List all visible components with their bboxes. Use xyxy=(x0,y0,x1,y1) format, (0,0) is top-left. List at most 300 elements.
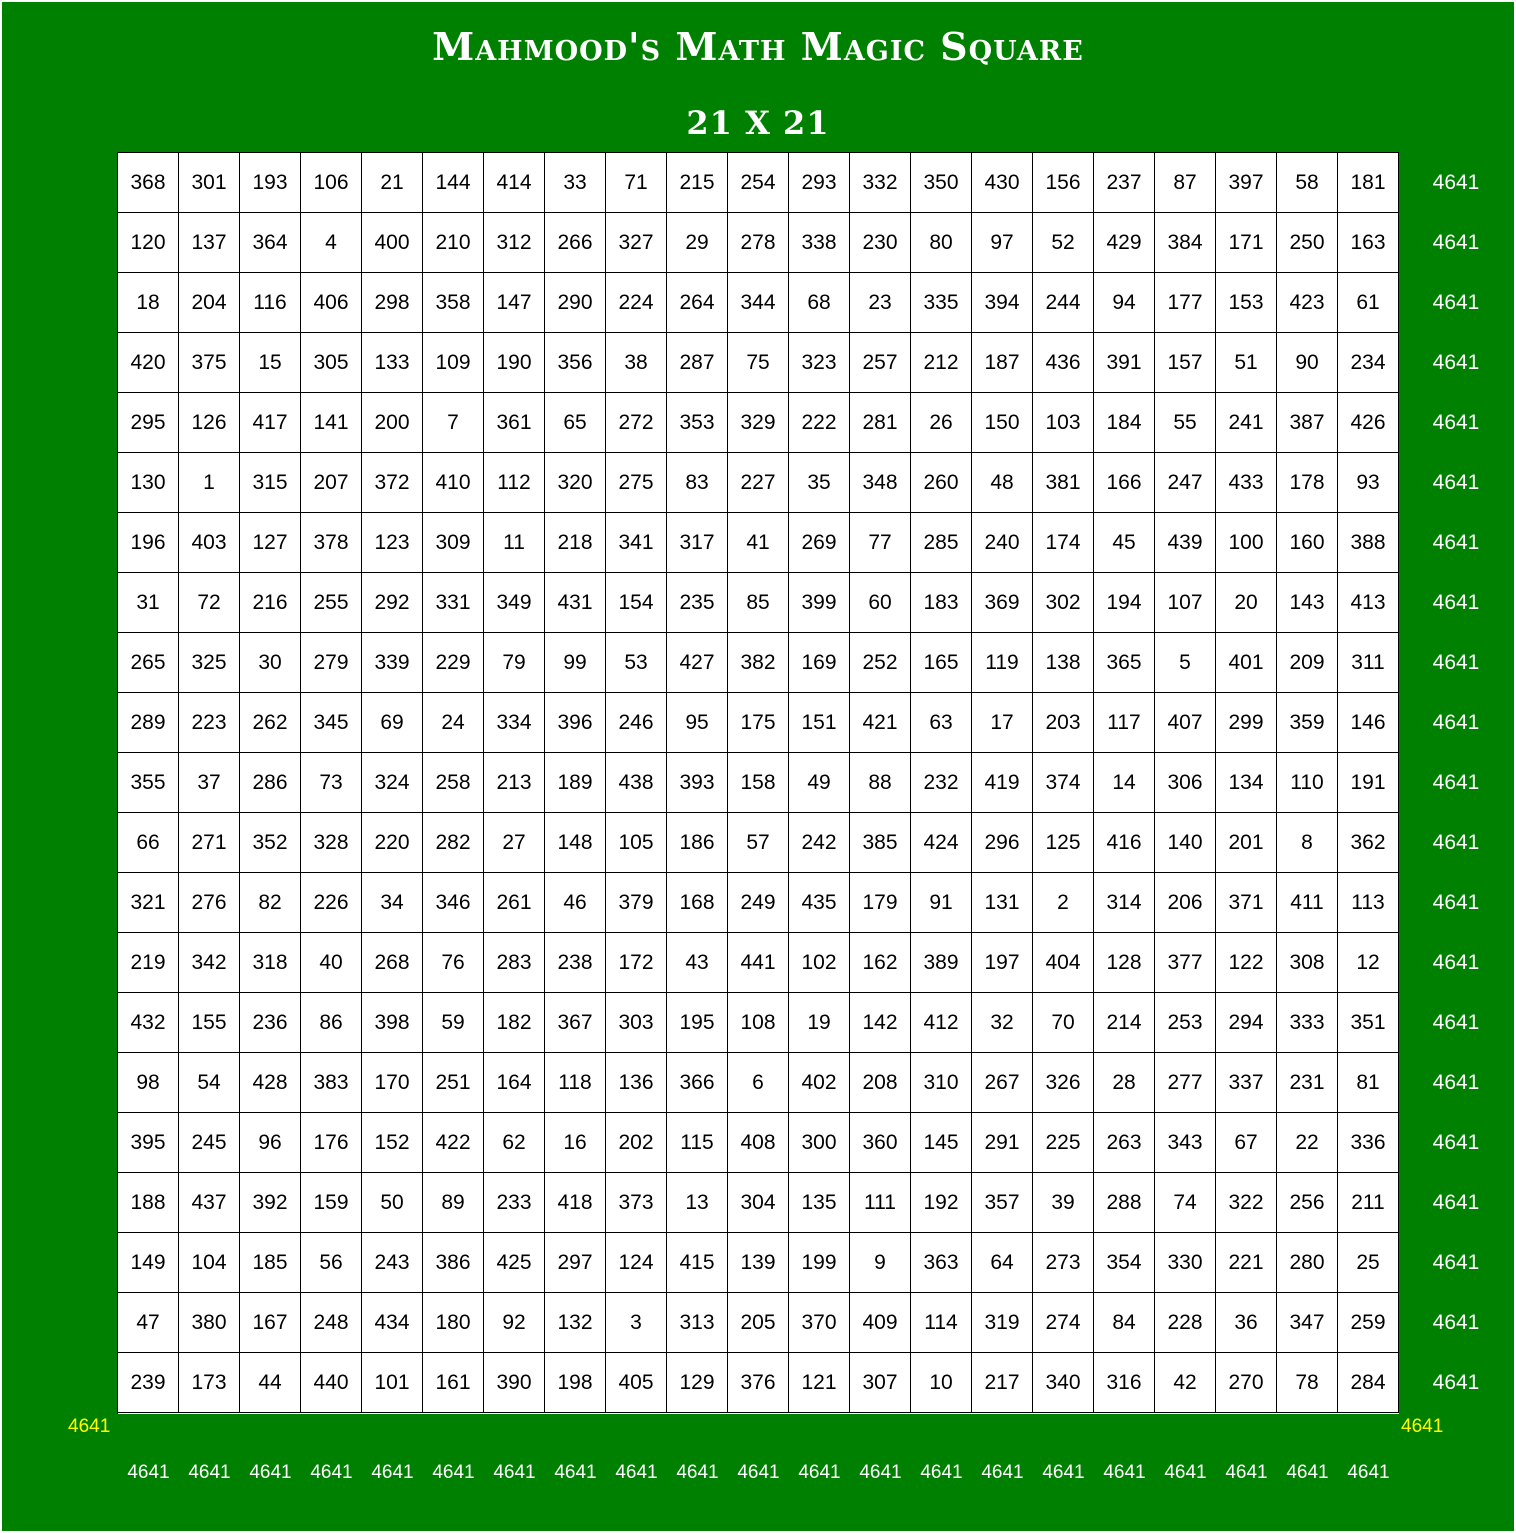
grid-cell: 241 xyxy=(1216,393,1277,453)
grid-cell: 239 xyxy=(118,1353,179,1413)
grid-cell: 94 xyxy=(1094,273,1155,333)
grid-cell: 257 xyxy=(850,333,911,393)
grid-cell: 282 xyxy=(423,813,484,873)
grid-cell: 383 xyxy=(301,1053,362,1113)
grid-cell: 319 xyxy=(972,1293,1033,1353)
grid-cell: 233 xyxy=(484,1173,545,1233)
grid-cell: 128 xyxy=(1094,933,1155,993)
grid-cell: 245 xyxy=(179,1113,240,1173)
grid-cell: 113 xyxy=(1338,873,1399,933)
grid-cell: 292 xyxy=(362,573,423,633)
grid-cell: 217 xyxy=(972,1353,1033,1413)
grid-cell: 130 xyxy=(118,453,179,513)
grid-cell: 135 xyxy=(789,1173,850,1233)
grid-cell: 323 xyxy=(789,333,850,393)
grid-cell: 366 xyxy=(667,1053,728,1113)
grid-cell: 440 xyxy=(301,1353,362,1413)
grid-cell: 253 xyxy=(1155,993,1216,1053)
grid-cell: 348 xyxy=(850,453,911,513)
grid-cell: 358 xyxy=(423,273,484,333)
grid-cell: 126 xyxy=(179,393,240,453)
row-sum: 4641 xyxy=(1432,1251,1480,1274)
grid-cell: 371 xyxy=(1216,873,1277,933)
grid-cell: 151 xyxy=(789,693,850,753)
grid-cell: 423 xyxy=(1277,273,1338,333)
grid-cell: 361 xyxy=(484,393,545,453)
grid-cell: 34 xyxy=(362,873,423,933)
grid-cell: 97 xyxy=(972,213,1033,273)
grid-cell: 194 xyxy=(1094,573,1155,633)
grid-cell: 312 xyxy=(484,213,545,273)
grid-cell: 280 xyxy=(1277,1233,1338,1293)
grid-cell: 185 xyxy=(240,1233,301,1293)
grid-cell: 214 xyxy=(1094,993,1155,1053)
column-sum: 4641 xyxy=(615,1462,658,1483)
column-sum: 4641 xyxy=(493,1462,536,1483)
row-sum: 4641 xyxy=(1432,231,1480,254)
grid-cell: 373 xyxy=(606,1173,667,1233)
grid-cell: 102 xyxy=(789,933,850,993)
grid-cell: 120 xyxy=(118,213,179,273)
grid-cell: 136 xyxy=(606,1053,667,1113)
grid-cell: 54 xyxy=(179,1053,240,1113)
grid-cell: 210 xyxy=(423,213,484,273)
grid-cell: 36 xyxy=(1216,1293,1277,1353)
grid-cell: 296 xyxy=(972,813,1033,873)
grid-cell: 411 xyxy=(1277,873,1338,933)
grid-cell: 266 xyxy=(545,213,606,273)
grid-cell: 431 xyxy=(545,573,606,633)
grid-cell: 184 xyxy=(1094,393,1155,453)
grid-cell: 356 xyxy=(545,333,606,393)
grid-cell: 400 xyxy=(362,213,423,273)
grid-cell: 308 xyxy=(1277,933,1338,993)
grid-cell: 404 xyxy=(1033,933,1094,993)
grid-cell: 4 xyxy=(301,213,362,273)
grid-cell: 162 xyxy=(850,933,911,993)
grid-cell: 195 xyxy=(667,993,728,1053)
column-sum: 4641 xyxy=(249,1462,292,1483)
column-sum: 4641 xyxy=(1286,1462,1329,1483)
grid-cell: 273 xyxy=(1033,1233,1094,1293)
grid-cell: 181 xyxy=(1338,153,1399,213)
grid-cell: 189 xyxy=(545,753,606,813)
grid-cell: 311 xyxy=(1338,633,1399,693)
grid-cell: 375 xyxy=(179,333,240,393)
grid-cell: 318 xyxy=(240,933,301,993)
grid-cell: 335 xyxy=(911,273,972,333)
grid-cell: 23 xyxy=(850,273,911,333)
grid-cell: 286 xyxy=(240,753,301,813)
grid-cell: 112 xyxy=(484,453,545,513)
grid-cell: 317 xyxy=(667,513,728,573)
column-sums-row xyxy=(118,1458,1399,1488)
grid-cell: 201 xyxy=(1216,813,1277,873)
grid-cell: 133 xyxy=(362,333,423,393)
grid-cell: 430 xyxy=(972,153,1033,213)
grid-cell: 425 xyxy=(484,1233,545,1293)
grid-cell: 276 xyxy=(179,873,240,933)
grid-cell: 55 xyxy=(1155,393,1216,453)
grid-cell: 117 xyxy=(1094,693,1155,753)
grid-cell: 149 xyxy=(118,1233,179,1293)
grid-cell: 441 xyxy=(728,933,789,993)
grid-cell: 15 xyxy=(240,333,301,393)
grid-cell: 439 xyxy=(1155,513,1216,573)
grid-cell: 38 xyxy=(606,333,667,393)
grid-cell: 14 xyxy=(1094,753,1155,813)
grid-cell: 249 xyxy=(728,873,789,933)
grid-cell: 368 xyxy=(118,153,179,213)
grid-cell: 284 xyxy=(1338,1353,1399,1413)
grid-cell: 255 xyxy=(301,573,362,633)
column-sum: 4641 xyxy=(798,1462,841,1483)
grid-cell: 377 xyxy=(1155,933,1216,993)
column-sum: 4641 xyxy=(1042,1462,1085,1483)
grid-cell: 352 xyxy=(240,813,301,873)
grid-cell: 346 xyxy=(423,873,484,933)
grid-cell: 56 xyxy=(301,1233,362,1293)
grid-cell: 78 xyxy=(1277,1353,1338,1413)
grid-cell: 261 xyxy=(484,873,545,933)
column-sum: 4641 xyxy=(1103,1462,1146,1483)
grid-cell: 270 xyxy=(1216,1353,1277,1413)
grid-cell: 295 xyxy=(118,393,179,453)
grid-cell: 327 xyxy=(606,213,667,273)
grid-cell: 314 xyxy=(1094,873,1155,933)
grid-cell: 405 xyxy=(606,1353,667,1413)
grid-cell: 146 xyxy=(1338,693,1399,753)
grid-cell: 388 xyxy=(1338,513,1399,573)
grid-cell: 100 xyxy=(1216,513,1277,573)
grid-cell: 145 xyxy=(911,1113,972,1173)
grid-cell: 360 xyxy=(850,1113,911,1173)
grid-cell: 173 xyxy=(179,1353,240,1413)
grid-cell: 232 xyxy=(911,753,972,813)
grid-cell: 40 xyxy=(301,933,362,993)
grid-cell: 268 xyxy=(362,933,423,993)
grid-cell: 436 xyxy=(1033,333,1094,393)
column-sum: 4641 xyxy=(920,1462,963,1483)
grid-cell: 205 xyxy=(728,1293,789,1353)
grid-cell: 219 xyxy=(118,933,179,993)
grid-cell: 157 xyxy=(1155,333,1216,393)
grid-cell: 240 xyxy=(972,513,1033,573)
grid-cell: 332 xyxy=(850,153,911,213)
grid-cell: 231 xyxy=(1277,1053,1338,1113)
grid-cell: 337 xyxy=(1216,1053,1277,1113)
grid-cell: 300 xyxy=(789,1113,850,1173)
grid-cell: 39 xyxy=(1033,1173,1094,1233)
grid-cell: 111 xyxy=(850,1173,911,1233)
grid-cell: 397 xyxy=(1216,153,1277,213)
grid-cell: 355 xyxy=(118,753,179,813)
grid-cell: 316 xyxy=(1094,1353,1155,1413)
grid-cell: 344 xyxy=(728,273,789,333)
grid-cell: 359 xyxy=(1277,693,1338,753)
grid-cell: 118 xyxy=(545,1053,606,1113)
grid-cell: 119 xyxy=(972,633,1033,693)
grid-cell: 84 xyxy=(1094,1293,1155,1353)
grid-cell: 364 xyxy=(240,213,301,273)
grid-cell: 426 xyxy=(1338,393,1399,453)
grid-cell: 370 xyxy=(789,1293,850,1353)
grid-cell: 229 xyxy=(423,633,484,693)
row-sum: 4641 xyxy=(1432,1131,1480,1154)
grid-cell: 417 xyxy=(240,393,301,453)
grid-cell: 208 xyxy=(850,1053,911,1113)
grid-cell: 385 xyxy=(850,813,911,873)
grid-cell: 347 xyxy=(1277,1293,1338,1353)
grid-cell: 362 xyxy=(1338,813,1399,873)
grid-cell: 104 xyxy=(179,1233,240,1293)
grid-cell: 90 xyxy=(1277,333,1338,393)
grid-cell: 156 xyxy=(1033,153,1094,213)
row-sum: 4641 xyxy=(1432,471,1480,494)
grid-cell: 410 xyxy=(423,453,484,513)
grid-cell: 336 xyxy=(1338,1113,1399,1173)
grid-cell: 322 xyxy=(1216,1173,1277,1233)
grid-cell: 238 xyxy=(545,933,606,993)
grid-cell: 435 xyxy=(789,873,850,933)
grid-cell: 182 xyxy=(484,993,545,1053)
grid-cell: 389 xyxy=(911,933,972,993)
grid-cell: 258 xyxy=(423,753,484,813)
grid-cell: 269 xyxy=(789,513,850,573)
grid-cell: 1 xyxy=(179,453,240,513)
grid-cell: 298 xyxy=(362,273,423,333)
grid-cell: 124 xyxy=(606,1233,667,1293)
grid-cell: 155 xyxy=(179,993,240,1053)
grid-cell: 83 xyxy=(667,453,728,513)
grid-cell: 343 xyxy=(1155,1113,1216,1173)
grid-cell: 220 xyxy=(362,813,423,873)
grid-cell: 418 xyxy=(545,1173,606,1233)
grid-cell: 243 xyxy=(362,1233,423,1293)
grid-cell: 283 xyxy=(484,933,545,993)
grid-cell: 95 xyxy=(667,693,728,753)
grid-cell: 107 xyxy=(1155,573,1216,633)
grid-cell: 122 xyxy=(1216,933,1277,993)
grid-cell: 211 xyxy=(1338,1173,1399,1233)
grid-cell: 237 xyxy=(1094,153,1155,213)
grid-cell: 183 xyxy=(911,573,972,633)
grid-cell: 221 xyxy=(1216,1233,1277,1293)
grid-cell: 17 xyxy=(972,693,1033,753)
row-sum: 4641 xyxy=(1432,591,1480,614)
grid-cell: 20 xyxy=(1216,573,1277,633)
grid-cell: 365 xyxy=(1094,633,1155,693)
grid-cell: 59 xyxy=(423,993,484,1053)
grid-cell: 46 xyxy=(545,873,606,933)
grid-cell: 13 xyxy=(667,1173,728,1233)
grid-cell: 254 xyxy=(728,153,789,213)
row-sum: 4641 xyxy=(1432,291,1480,314)
grid-cell: 251 xyxy=(423,1053,484,1113)
diagonal-sum-right: 4641 xyxy=(1401,1416,1444,1437)
grid-cell: 80 xyxy=(911,213,972,273)
grid-cell: 91 xyxy=(911,873,972,933)
grid-cell: 193 xyxy=(240,153,301,213)
grid-cell: 164 xyxy=(484,1053,545,1113)
grid-cell: 11 xyxy=(484,513,545,573)
grid-cell: 3 xyxy=(606,1293,667,1353)
grid-cell: 288 xyxy=(1094,1173,1155,1233)
grid-cell: 139 xyxy=(728,1233,789,1293)
row-sum: 4641 xyxy=(1432,1011,1480,1034)
grid-cell: 62 xyxy=(484,1113,545,1173)
grid-cell: 93 xyxy=(1338,453,1399,513)
grid-cell: 222 xyxy=(789,393,850,453)
grid-cell: 137 xyxy=(179,213,240,273)
grid-cell: 81 xyxy=(1338,1053,1399,1113)
grid-cell: 37 xyxy=(179,753,240,813)
column-sum: 4641 xyxy=(310,1462,353,1483)
grid-cell: 333 xyxy=(1277,993,1338,1053)
grid-cell: 51 xyxy=(1216,333,1277,393)
grid-cell: 357 xyxy=(972,1173,1033,1233)
grid-cell: 246 xyxy=(606,693,667,753)
grid-cell: 315 xyxy=(240,453,301,513)
grid-cell: 274 xyxy=(1033,1293,1094,1353)
grid-cell: 68 xyxy=(789,273,850,333)
magic-square-grid xyxy=(117,152,1399,1414)
grid-cell: 142 xyxy=(850,993,911,1053)
grid-cell: 172 xyxy=(606,933,667,993)
grid-cell: 324 xyxy=(362,753,423,813)
grid-cell: 203 xyxy=(1033,693,1094,753)
grid-cell: 125 xyxy=(1033,813,1094,873)
grid-cell: 307 xyxy=(850,1353,911,1413)
grid-cell: 415 xyxy=(667,1233,728,1293)
grid-cell: 76 xyxy=(423,933,484,993)
grid-cell: 52 xyxy=(1033,213,1094,273)
grid-cell: 85 xyxy=(728,573,789,633)
grid-cell: 45 xyxy=(1094,513,1155,573)
grid-cell: 281 xyxy=(850,393,911,453)
grid-cell: 60 xyxy=(850,573,911,633)
row-sum: 4641 xyxy=(1432,891,1480,914)
grid-cell: 429 xyxy=(1094,213,1155,273)
grid-cell: 402 xyxy=(789,1053,850,1113)
row-sum: 4641 xyxy=(1432,651,1480,674)
grid-cell: 321 xyxy=(118,873,179,933)
grid-cell: 88 xyxy=(850,753,911,813)
grid-cell: 153 xyxy=(1216,273,1277,333)
grid-cell: 250 xyxy=(1277,213,1338,273)
grid-cell: 99 xyxy=(545,633,606,693)
grid-cell: 294 xyxy=(1216,993,1277,1053)
grid-cell: 363 xyxy=(911,1233,972,1293)
grid-cell: 414 xyxy=(484,153,545,213)
grid-cell: 331 xyxy=(423,573,484,633)
column-sum: 4641 xyxy=(737,1462,780,1483)
column-sum: 4641 xyxy=(554,1462,597,1483)
row-sums-column xyxy=(1406,153,1506,1413)
grid-cell: 367 xyxy=(545,993,606,1053)
grid-cell: 235 xyxy=(667,573,728,633)
column-sum: 4641 xyxy=(127,1462,170,1483)
grid-cell: 170 xyxy=(362,1053,423,1113)
grid-cell: 278 xyxy=(728,213,789,273)
grid-cell: 8 xyxy=(1277,813,1338,873)
grid-cell: 215 xyxy=(667,153,728,213)
grid-cell: 353 xyxy=(667,393,728,453)
grid-cell: 236 xyxy=(240,993,301,1053)
column-sum: 4641 xyxy=(1225,1462,1268,1483)
grid-cell: 22 xyxy=(1277,1113,1338,1173)
grid-cell: 209 xyxy=(1277,633,1338,693)
grid-cell: 48 xyxy=(972,453,1033,513)
grid-cell: 141 xyxy=(301,393,362,453)
grid-cell: 169 xyxy=(789,633,850,693)
grid-cell: 7 xyxy=(423,393,484,453)
grid-cell: 387 xyxy=(1277,393,1338,453)
grid-cell: 341 xyxy=(606,513,667,573)
grid-cell: 6 xyxy=(728,1053,789,1113)
grid-cell: 437 xyxy=(179,1173,240,1233)
grid-cell: 103 xyxy=(1033,393,1094,453)
grid-cell: 70 xyxy=(1033,993,1094,1053)
grid-cell: 408 xyxy=(728,1113,789,1173)
grid-cell: 143 xyxy=(1277,573,1338,633)
row-sum: 4641 xyxy=(1432,711,1480,734)
grid-cell: 163 xyxy=(1338,213,1399,273)
grid-cell: 140 xyxy=(1155,813,1216,873)
grid-cell: 129 xyxy=(667,1353,728,1413)
grid-cell: 192 xyxy=(911,1173,972,1233)
grid-cell: 197 xyxy=(972,933,1033,993)
row-sum: 4641 xyxy=(1432,1191,1480,1214)
grid-cell: 18 xyxy=(118,273,179,333)
grid-cell: 406 xyxy=(301,273,362,333)
row-sum: 4641 xyxy=(1432,171,1480,194)
grid-cell: 79 xyxy=(484,633,545,693)
grid-cell: 188 xyxy=(118,1173,179,1233)
grid-cell: 433 xyxy=(1216,453,1277,513)
grid-cell: 150 xyxy=(972,393,1033,453)
grid-cell: 228 xyxy=(1155,1293,1216,1353)
grid-cell: 67 xyxy=(1216,1113,1277,1173)
grid-cell: 420 xyxy=(118,333,179,393)
grid-cell: 340 xyxy=(1033,1353,1094,1413)
grid-cell: 178 xyxy=(1277,453,1338,513)
page-subtitle: 21 X 21 xyxy=(686,104,830,142)
row-sum: 4641 xyxy=(1432,531,1480,554)
grid-cell: 328 xyxy=(301,813,362,873)
grid-cell: 413 xyxy=(1338,573,1399,633)
grid-cell: 376 xyxy=(728,1353,789,1413)
grid-cell: 339 xyxy=(362,633,423,693)
grid-cell: 304 xyxy=(728,1173,789,1233)
grid-cell: 381 xyxy=(1033,453,1094,513)
grid-cell: 92 xyxy=(484,1293,545,1353)
grid-cell: 380 xyxy=(179,1293,240,1353)
grid-cell: 98 xyxy=(118,1053,179,1113)
grid-cell: 152 xyxy=(362,1113,423,1173)
grid-cell: 277 xyxy=(1155,1053,1216,1113)
grid-cell: 326 xyxy=(1033,1053,1094,1113)
grid-cell: 338 xyxy=(789,213,850,273)
grid-cell: 89 xyxy=(423,1173,484,1233)
grid-cell: 187 xyxy=(972,333,1033,393)
grid-cell: 174 xyxy=(1033,513,1094,573)
grid-cell: 200 xyxy=(362,393,423,453)
grid-cell: 207 xyxy=(301,453,362,513)
grid-cell: 427 xyxy=(667,633,728,693)
grid-cell: 30 xyxy=(240,633,301,693)
grid-cell: 256 xyxy=(1277,1173,1338,1233)
